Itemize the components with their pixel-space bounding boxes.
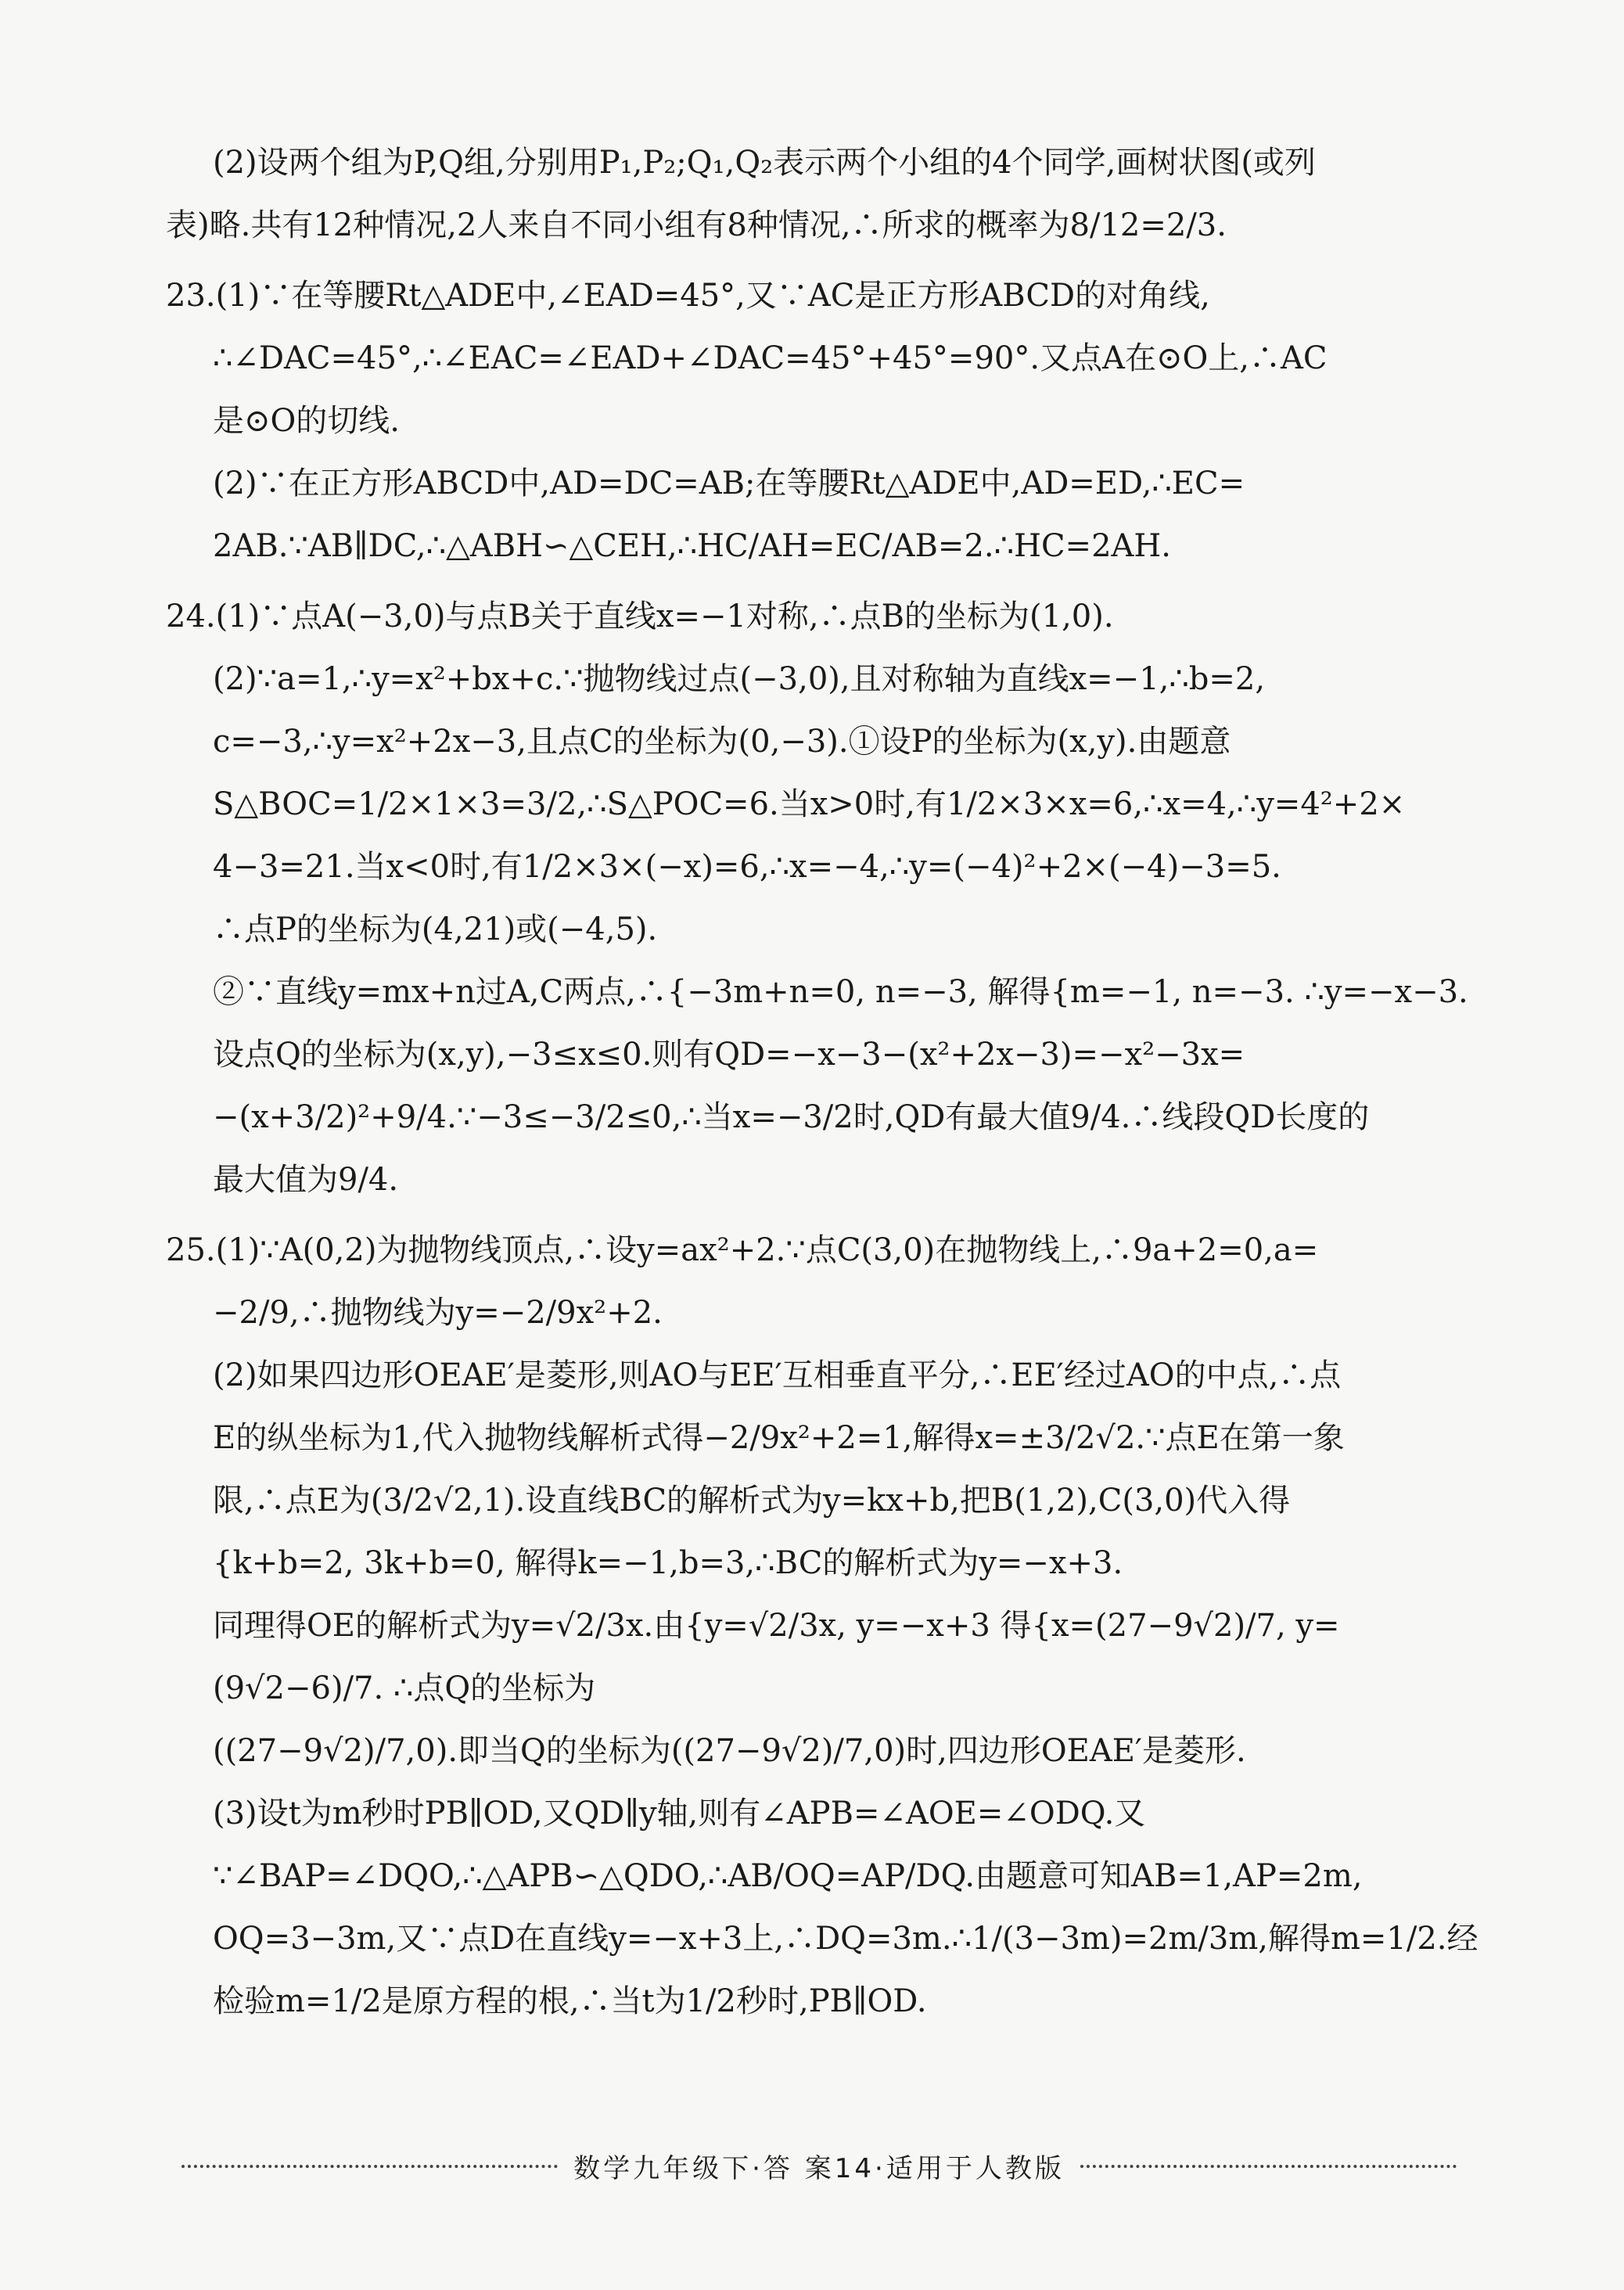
answer-line: (3)设t为m秒时PB∥OD,又QD∥y轴,则有∠APB=∠AOE=∠ODQ.又 xyxy=(213,1796,1146,1832)
answer-line: 24.(1)∵点A(−3,0)与点B关于直线x=−1对称,∴点B的坐标为(1,0). xyxy=(166,599,1114,635)
answer-line: 是⊙O的切线. xyxy=(213,403,401,439)
answer-line: E的纵坐标为1,代入抛物线解析式得−2/9x²+2=1,解得x=±3/2√2.∵点E在第一象 xyxy=(213,1420,1345,1456)
answer-line: OQ=3−3m,又∵点D在直线y=−x+3上,∴DQ=3m.∴1/(3−3m)=2m/3m,解得m=1/2.经 xyxy=(213,1921,1478,1957)
answer-line: 设点Q的坐标为(x,y),−3≤x≤0.则有QD=−x−3−(x²+2x−3)=−x²−3x= xyxy=(213,1037,1245,1073)
answer-line: (2)∵a=1,∴y=x²+bx+c.∵抛物线过点(−3,0),且对称轴为直线x=−1,∴b=2, xyxy=(213,661,1266,697)
answer-line: ∴点P的坐标为(4,21)或(−4,5). xyxy=(213,911,658,947)
answer-content xyxy=(166,131,1488,2033)
answer-line: ∵∠BAP=∠DQO,∴△APB∽△QDO,∴AB/OQ=AP/DQ.由题意可知AB=1,AP=2m, xyxy=(213,1858,1363,1894)
answer-line: 25.(1)∵A(0,2)为抛物线顶点,∴设y=ax²+2.∵点C(3,0)在抛物线上,∴9a+2=0,a= xyxy=(166,1232,1319,1268)
answer-line: −2/9,∴抛物线为y=−2/9x²+2. xyxy=(213,1295,663,1331)
answer-line: 表)略.共有12种情况,2人来自不同小组有8种情况,∴所求的概率为8/12=2/3. xyxy=(166,207,1227,243)
footer-divider-left xyxy=(181,2165,558,2168)
footer-divider-right xyxy=(1080,2165,1457,2168)
footer-text: 数学九年级下·答 案14·适用于人教版 xyxy=(573,2153,1065,2184)
answer-line: {k+b=2, 3k+b=0, 解得k=−1,b=3,∴BC的解析式为y=−x+3. xyxy=(213,1545,1123,1581)
answer-line: ∴∠DAC=45°,∴∠EAC=∠EAD+∠DAC=45°+45°=90°.又点A在⊙O上,∴AC xyxy=(213,340,1328,376)
answer-line: 限,∴点E为(3/2√2,1).设直线BC的解析式为y=kx+b,把B(1,2),C(3,0)代入得 xyxy=(213,1483,1291,1519)
answer-line: c=−3,∴y=x²+2x−3,且点C的坐标为(0,−3).①设P的坐标为(x,y).由题意 xyxy=(213,724,1231,760)
answer-line: (2)∵在正方形ABCD中,AD=DC=AB;在等腰Rt△ADE中,AD=ED,∴EC= xyxy=(213,466,1245,501)
answer-line: ②∵直线y=mx+n过A,C两点,∴{−3m+n=0, n=−3, 解得{m=−1, n=−3. ∴y=−x−3. xyxy=(213,974,1468,1010)
answer-line: −(x+3/2)²+9/4.∵−3≤−3/2≤0,∴当x=−3/2时,QD有最大值9/4.∴线段QD长度的 xyxy=(213,1099,1370,1135)
answer-line: 最大值为9/4. xyxy=(213,1162,399,1198)
answer-line: 2AB.∵AB∥DC,∴△ABH∽△CEH,∴HC/AH=EC/AB=2.∴HC=2AH. xyxy=(213,528,1171,564)
answer-line: 检验m=1/2是原方程的根,∴当t为1/2秒时,PB∥OD. xyxy=(213,1983,927,2019)
answer-line: (2)设两个组为P,Q组,分别用P₁,P₂;Q₁,Q₂表示两个小组的4个同学,画树状图(或列 xyxy=(213,145,1316,181)
answer-line: ((27−9√2)/7,0).即当Q的坐标为((27−9√2)/7,0)时,四边形OEAE′是菱形. xyxy=(213,1733,1246,1769)
answer-line: S△BOC=1/2×1×3=3/2,∴S△POC=6.当x>0时,有1/2×3×x=6,∴x=4,∴y=4²+2× xyxy=(213,786,1406,822)
answer-line: 23.(1)∵在等腰Rt△ADE中,∠EAD=45°,又∵AC是正方形ABCD的对角线, xyxy=(166,278,1210,314)
answer-line: 4−3=21.当x<0时,有1/2×3×(−x)=6,∴x=−4,∴y=(−4)²+2×(−4)−3=5. xyxy=(213,849,1281,885)
answer-line: (2)如果四边形OEAE′是菱形,则AO与EE′互相垂直平分,∴EE′经过AO的中点,∴点 xyxy=(213,1357,1342,1393)
answer-line: 同理得OE的解析式为y=√2/3x.由{y=√2/3x, y=−x+3 得{x=(27−9√2)/7, y=(9√2−6)/7. ∴点Q的坐标为 xyxy=(213,1608,1340,1706)
page-footer xyxy=(166,2147,1472,2185)
